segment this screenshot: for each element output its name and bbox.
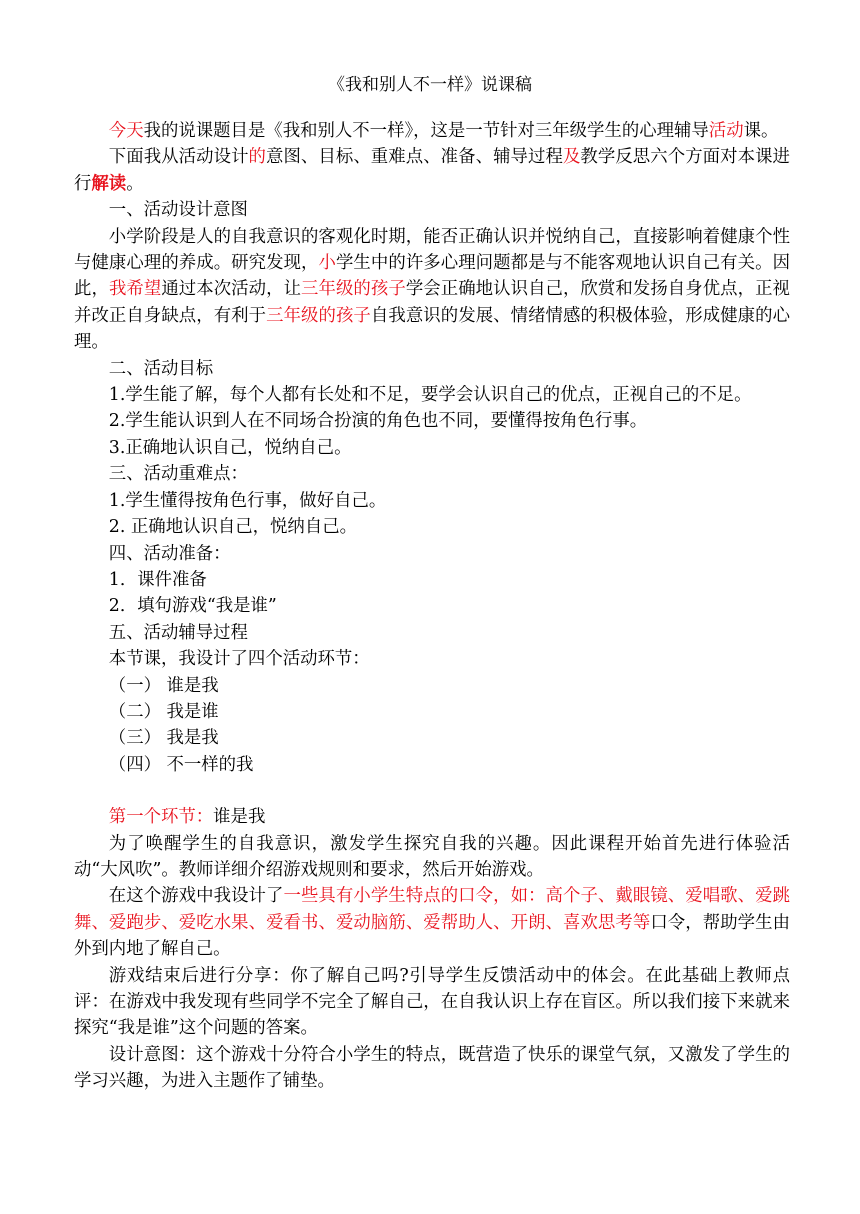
step-item: （四） 不一样的我 (108, 754, 254, 775)
list-item: 1.学生懂得按角色行事，做好自己。 (108, 490, 387, 511)
link1-paragraph-3: 游戏结束后进行分享：你了解自己吗?引导学生反馈活动中的体会。在此基础上教师点评：在游戏中我发现有些同学不完全了解自己，在自我认识上存在盲区。所以我们接下来就来探究“我是谁”这个问题的答案。 (74, 965, 790, 1039)
section5-intro: 本节课，我设计了四个活动环节： (108, 649, 370, 670)
body-text: 课。 (743, 121, 779, 141)
highlight-text: 我希望 (108, 279, 162, 300)
link1-paragraph-2 (74, 883, 790, 962)
list-item: 1.学生能了解，每个人都有长处和不足，要学会认识自己的优点，正视自己的不足。 (108, 385, 752, 406)
document-title: 《我和别人不一样》说课稿 (328, 75, 532, 95)
body-text: 谁是我 (213, 807, 266, 828)
highlight-text: 三年级的孩子 (266, 305, 371, 326)
body-text: 我的说课题目是《我和别人不一样》，这是一节针对三年级学生的心理辅导 (143, 121, 709, 141)
section-heading: 二、活动目标 (108, 358, 214, 379)
list-item: 2．填句游戏“我是谁” (108, 596, 277, 617)
highlight-text: 及 (562, 147, 581, 168)
highlight-text: 一些具有小学生特点的口令，如：高个子、戴眼镜、爱唱歌、爱跳舞、爱跑步、爱吃水果、爱看书、爱动脑筋、爱帮助人、开朗、喜欢思考等 (74, 886, 790, 933)
highlight-bold-text: 解读 (91, 173, 127, 194)
body-text: 口令，帮助学生由外到内地了解自己。 (74, 912, 790, 960)
highlight-text: 三年级的孩子 (301, 279, 406, 300)
body-text: 下面我从活动设计 (108, 147, 249, 168)
link1-paragraph-4: 设计意图：这个游戏十分符合小学生的特点，既营造了快乐的课堂气氛，又激发了学生的学习兴趣，为进入主题作了铺垫。 (74, 1044, 790, 1092)
intro-paragraph-2 (74, 144, 790, 197)
intro-paragraph-1 (74, 118, 790, 144)
section-heading: 三、活动重难点： (108, 464, 248, 485)
body-text: 。 (126, 173, 144, 194)
body-text: 学会正确地认识自己，欣赏和发扬自身优点，正视并改正自身缺点，有利于 (74, 279, 790, 326)
blank-line (74, 778, 790, 804)
body-text: 教学反思六个方面对本课进行 (74, 147, 790, 194)
step-item: （一） 谁是我 (108, 675, 219, 696)
section-heading: 一、活动设计意图 (108, 200, 248, 221)
list-item: 2. 正确地认识自己，悦纳自己。 (108, 517, 357, 538)
step-item: （三） 我是我 (108, 728, 219, 749)
body-text: 小学阶段是人的自我意识的客观化时期，能否正确认识并悦纳自己，直接影响着健康个性与健康心理的养成。研究发现， (74, 226, 790, 274)
step-item: （二） 我是谁 (108, 701, 219, 722)
highlight-text: 小 (318, 253, 336, 274)
list-item: 2.学生能认识到人在不同场合扮演的角色也不同，要懂得按角色行事。 (108, 411, 648, 432)
highlight-text: 的 (248, 147, 266, 168)
body-text: 学生中的许多心理问题都是与不能客观地认识自己有关。因此， (74, 253, 790, 300)
section-heading: 五、活动辅导过程 (108, 622, 248, 643)
document-body (74, 118, 790, 1095)
link1-heading (74, 804, 790, 830)
body-text: 在这个游戏中我设计了 (108, 886, 284, 907)
body-text: 自我意识的发展、情绪情感的积极体验，形成健康的心理。 (74, 305, 790, 353)
section-heading: 四、活动准备： (108, 543, 231, 564)
body-text: 意图、目标、重难点、准备、辅导过程 (266, 147, 563, 168)
body-text: 通过本次活动，让 (161, 279, 302, 300)
list-item: 3.正确地认识自己，悦纳自己。 (108, 437, 352, 458)
list-item: 1．课件准备 (108, 569, 207, 590)
highlight-text: 活动 (708, 121, 744, 141)
link1-paragraph-1: 为了唤醒学生的自我意识，激发学生探究自我的兴趣。因此课程开始首先进行体验活动“大风吹”。教师详细介绍游戏规则和要求，然后开始游戏。 (74, 833, 790, 880)
highlight-text: 第一个环节： (108, 807, 214, 828)
highlight-text: 今天 (108, 121, 144, 141)
section1-paragraph (74, 224, 790, 356)
